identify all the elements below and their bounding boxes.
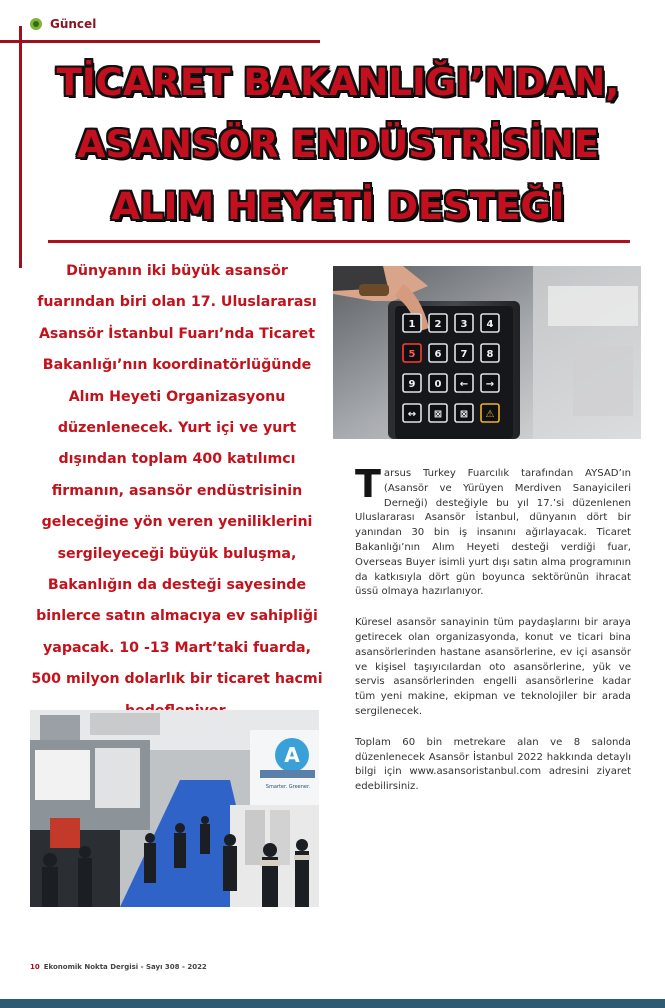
- article-headline: [38, 52, 638, 238]
- fair-crowd-photo: [30, 710, 319, 907]
- keypad-button-label: ⚠: [485, 409, 495, 420]
- fair-illustration: [30, 710, 319, 907]
- keypad-button-label: ⊠: [433, 409, 443, 420]
- section-label: Güncel: [50, 17, 97, 31]
- keypad-button-label: 4: [486, 319, 494, 330]
- footer-text: Ekonomik Nokta Dergisi - Sayı 308 - 2022: [43, 963, 207, 971]
- leaf-icon: [30, 18, 42, 30]
- headline-line-2: ASANSÖR ENDÜSTRİSİNE: [76, 123, 600, 166]
- drop-cap: T: [355, 462, 381, 506]
- elevator-keypad-photo: [333, 266, 641, 439]
- keypad-button-label: 5: [408, 349, 416, 360]
- section-tag: [30, 17, 96, 31]
- keypad-button-label: 9: [408, 379, 416, 390]
- keypad-button-label: ←: [459, 379, 469, 390]
- article-body: [355, 462, 631, 811]
- keypad-button-label: ⊠: [459, 409, 469, 420]
- keypad-button-label: 6: [434, 349, 442, 360]
- left-rule: [19, 26, 22, 268]
- headline-line-3: ALIM HEYETİ DESTEĞİ: [111, 185, 565, 228]
- headline-underline: [48, 240, 630, 243]
- keypad-button-label: 2: [434, 319, 442, 330]
- headline-line-1: TİCARET BAKANLIĞI’NDAN,: [56, 61, 620, 104]
- body-paragraph-3: Toplam 60 bin metrekare alan ve 8 salonda düzenlenecek Asansör İstanbul 2022 hakkında detaylı bilgi için www.asansoristanbul.com adresini ziyaret edebilirsiniz.: [355, 736, 631, 793]
- bottom-band: [0, 999, 665, 1008]
- page-number: 10: [30, 963, 40, 971]
- body-paragraph-1: [355, 462, 631, 600]
- keypad-button-label: ↔: [407, 409, 417, 420]
- keypad-button-label: 0: [434, 379, 442, 390]
- keypad-button-label: 8: [486, 349, 494, 360]
- keypad-button-label: 1: [408, 319, 416, 330]
- fair-banner-tagline: Smarter. Greener.: [265, 784, 311, 790]
- top-rule: [0, 40, 320, 43]
- keypad-illustration: [333, 266, 641, 439]
- body-paragraph-1-text: arsus Turkey Fuarcılık tarafından AYSAD’ın (Asansör ve Yürüyen Merdiven Sanayicileri Derneği) desteğiyle bu yıl 17.’si düzenlenen Uluslararası Asansör İstanbul, dünyanın dört bir yanından 30 bin iş insanını ağırlayacak. Ticaret Bakanlığı’nın Alım Heyeti desteği verdiği fuar, Overseas Buyer isimli yurt dışı satın alma programının da katkısıyla dört gün boyunca sektörünün ihracat üssü olmaya hazırlanıyor.: [355, 468, 631, 598]
- keypad-button-label: 3: [460, 319, 468, 330]
- keypad-button-label: 7: [460, 349, 468, 360]
- fair-banner-letter: A: [284, 743, 300, 767]
- keypad-button-label: →: [485, 379, 495, 390]
- lead-paragraph: Dünyanın iki büyük asansör fuarından biri olan 17. Uluslararası Asansör İstanbul Fuarı’nda Ticaret Bakanlığı’nın koordinatörlüğünde Alım Heyeti Organizasyonu düzenlenecek. Yurt içi ve yurt dışından toplam 400 katılımcı firmanın, asansör endüstrisinin geleceğine yön veren yeniliklerini sergileyeceği büyük buluşma, Bakanlığın da desteği sayesinde binlerce satın almacıya ev sahipliği yapacak. 10 -13 Mart’taki fuarda, 500 milyon dolarlık bir ticaret hacmi: [31, 263, 323, 688]
- page-footer: [30, 963, 207, 971]
- body-paragraph-2: Küresel asansör sanayinin tüm paydaşlarını bir araya getirecek olan organizasyonda, konut ve ticari bina asansörlerinden hastane asansörlerine, ev içi asansör ve kişisel taşıyıcılardan oto asansörlerine, yük ve servis asansörlerinden engelli asansörlerine kadar tüm yeni makine, ekipman ve teknolojiler bir arada sergilenecek.: [355, 617, 631, 717]
